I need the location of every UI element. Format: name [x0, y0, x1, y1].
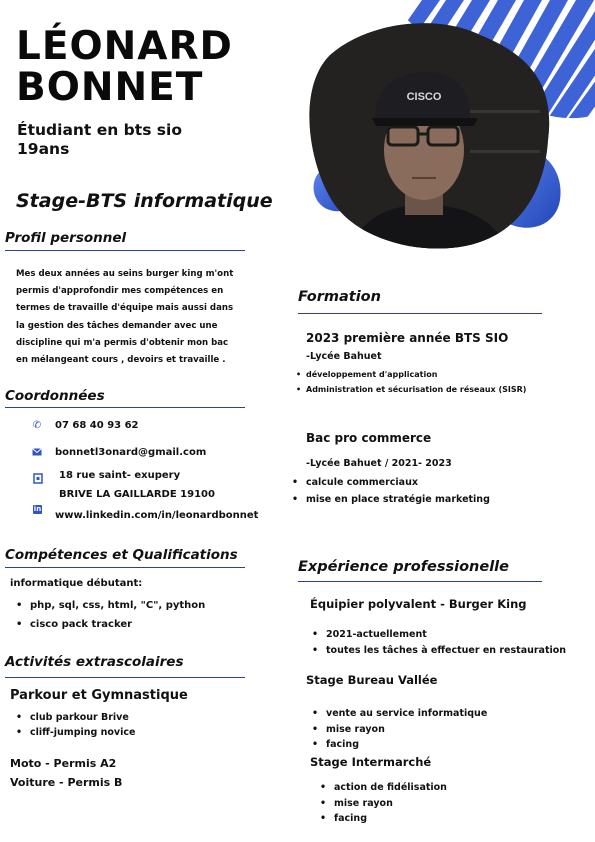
formation-entry2-school: -Lycée Bahuet / 2021- 2023 — [306, 458, 452, 469]
profile-text — [16, 266, 246, 369]
profile-line: termes de travaille d'équipe mais aussi dans — [16, 303, 234, 314]
formation-entry2-title: Bac pro commerce — [306, 431, 432, 445]
linkedin-icon: in — [33, 505, 42, 513]
job-item: • mise rayon — [312, 722, 487, 738]
activities-list — [16, 710, 135, 740]
profile-rule — [5, 250, 245, 251]
mail-icon — [32, 448, 42, 458]
formation-entry1-title: 2023 première année BTS SIO — [306, 331, 509, 345]
address-city: BRIVE LA GAILLARDE 19100 — [59, 489, 215, 500]
phone-icon: ✆ — [32, 420, 42, 431]
activities-heading: Activités extrascolaires — [5, 654, 184, 670]
profile-heading: Profil personnel — [5, 230, 127, 246]
skills-intro: informatique débutant: — [10, 578, 143, 589]
formation-rule — [298, 313, 542, 314]
formation-heading: Formation — [298, 289, 381, 305]
contact-phone: 07 68 40 93 62 — [55, 420, 139, 431]
license-moto: Moto - Permis A2 — [10, 757, 117, 770]
job-item: • toutes les tâches à effectuer en restauration — [312, 643, 566, 659]
job1-title: Équipier polyvalent - Burger King — [310, 597, 527, 611]
skills-list — [16, 596, 205, 634]
job-item: • facing — [312, 737, 487, 753]
job-item: • action de fidélisation — [320, 780, 447, 796]
formation-item: • Administration et sécurisation de réseaux (SISR) — [296, 382, 526, 397]
formation-entry2-list — [292, 474, 490, 508]
skills-heading: Compétences et Qualifications — [5, 547, 238, 563]
profile-line: en mélangeant cours , devoirs et travaille . — [16, 355, 226, 366]
skills-rule — [5, 567, 245, 568]
stage-title: Stage-BTS informatique — [16, 190, 273, 212]
job2-title: Stage Bureau Vallée — [306, 673, 438, 687]
subtitle-study: Étudiant en bts sio — [17, 121, 182, 139]
profile-line: permis d'approfondir mes compétences en — [16, 286, 224, 297]
location-icon — [33, 473, 43, 483]
contact-rule — [5, 407, 245, 408]
activities-title: Parkour et Gymnastique — [10, 688, 188, 703]
candidate-subtitle — [17, 121, 182, 159]
skill-item: • cisco pack tracker — [16, 615, 205, 634]
activity-item: • club parkour Brive — [16, 710, 135, 725]
profile-line: la gestion des tâches demander avec une — [16, 320, 218, 331]
job1-list — [312, 627, 566, 659]
activity-item: • cliff-jumping novice — [16, 725, 135, 740]
cap-logo-text: CISCO — [406, 91, 442, 103]
job-item: • vente au service informatique — [312, 706, 487, 722]
formation-entry1-list — [296, 367, 526, 397]
address-street: 18 rue saint- exupery — [59, 470, 181, 481]
licenses — [10, 754, 122, 792]
job3-list — [320, 780, 447, 827]
formation-entry1-school: -Lycée Bahuet — [306, 351, 382, 362]
profile-line: discipline qui m'a permis d'obtenir mon bac — [16, 337, 229, 348]
job-item: • mise rayon — [320, 796, 447, 812]
skill-item: • php, sql, css, html, "C", python — [16, 596, 205, 615]
name-first: LÉONARD — [16, 24, 233, 69]
formation-item: • mise en place stratégie marketing — [292, 491, 490, 508]
job-item: • facing — [320, 811, 447, 827]
activities-rule — [5, 677, 245, 678]
subtitle-age: 19ans — [17, 140, 70, 158]
contact-linkedin[interactable]: www.linkedin.com/in/leonardbonnet — [55, 510, 259, 521]
contact-email[interactable]: bonnetl3onard@gmail.com — [55, 447, 207, 458]
experience-heading: Expérience professionelle — [298, 559, 509, 575]
contact-heading: Coordonnées — [5, 388, 105, 404]
job2-list — [312, 706, 487, 753]
job3-title: Stage Intermarché — [310, 755, 432, 769]
formation-item: • calcule commerciaux — [292, 474, 490, 491]
formation-item: • développement d'application — [296, 367, 526, 382]
name-last: BONNET — [16, 65, 204, 110]
license-car: Voiture - Permis B — [10, 776, 123, 789]
experience-rule — [298, 581, 542, 582]
contact-address — [59, 466, 215, 504]
candidate-name — [16, 26, 233, 108]
profile-line: Mes deux années au seins burger king m'ont — [16, 269, 234, 279]
job-item: • 2021-actuellement — [312, 627, 566, 643]
